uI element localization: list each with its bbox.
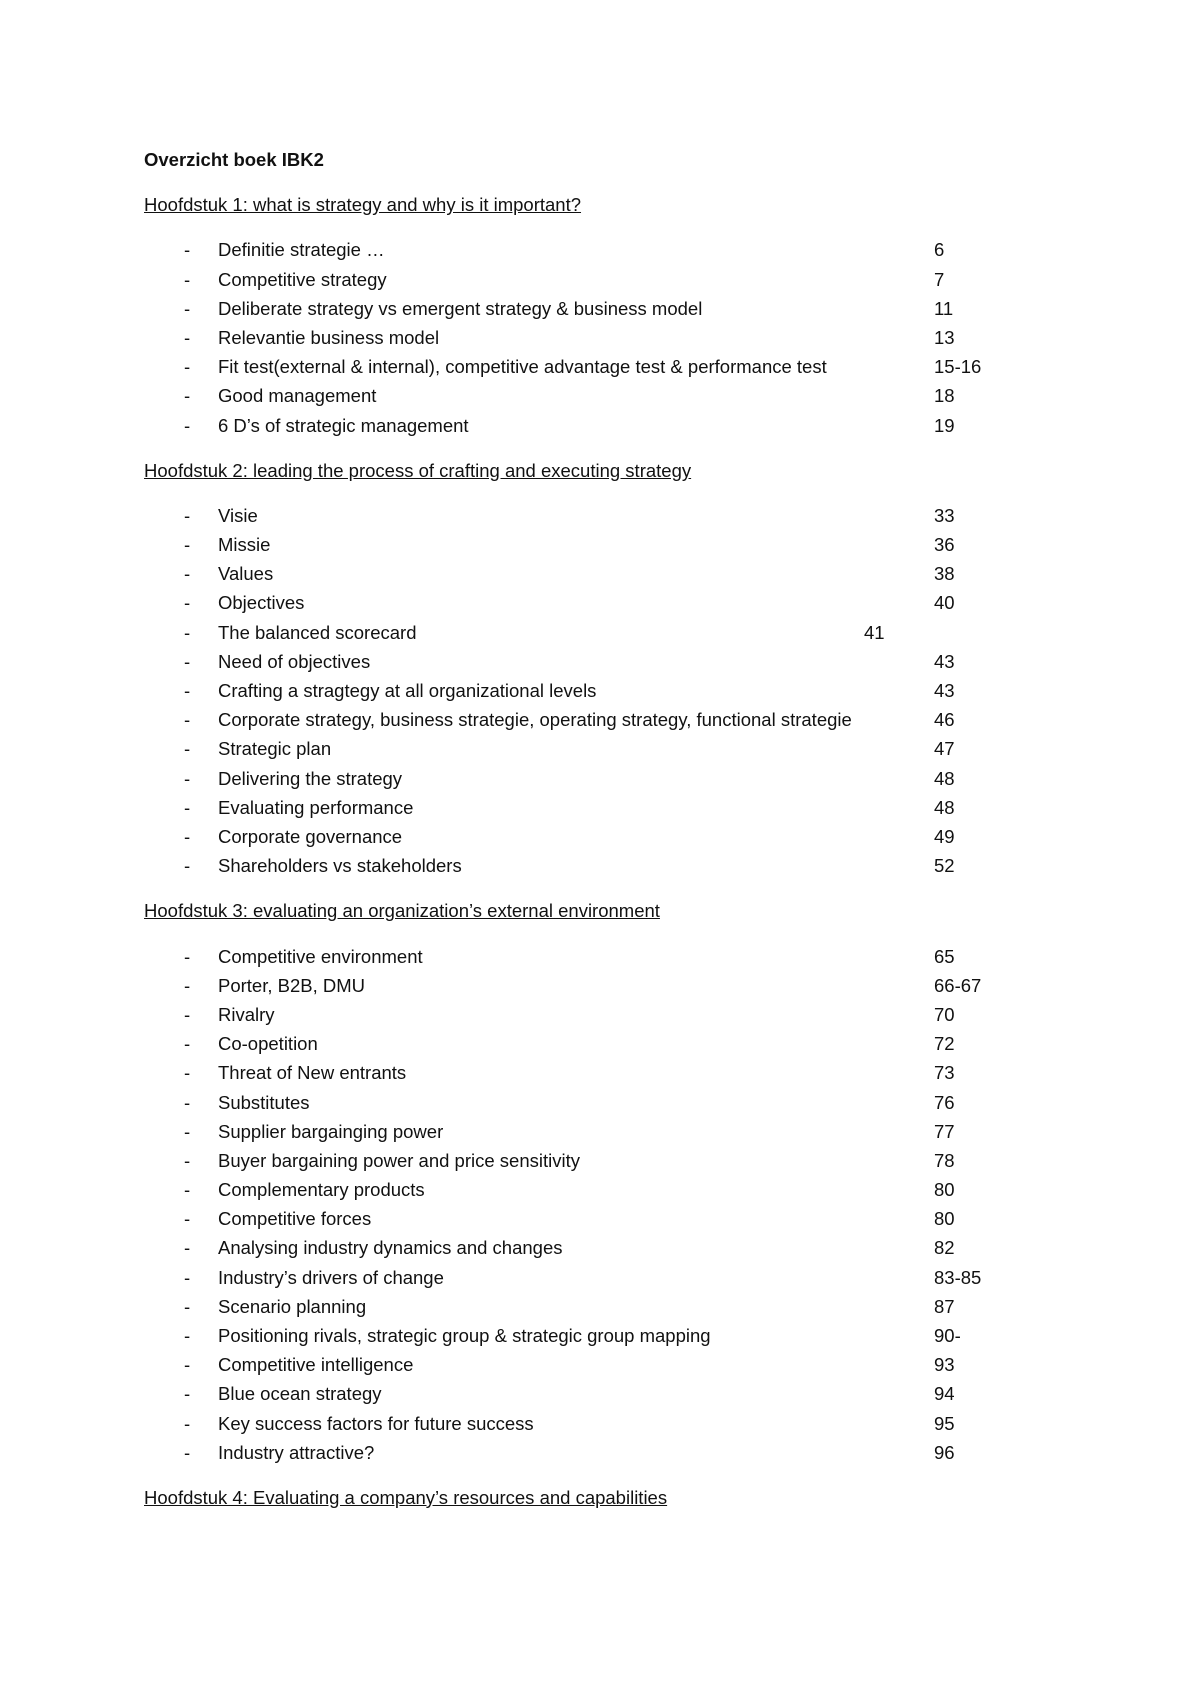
chapter-heading: Hoofdstuk 2: leading the process of crafting and executing strategy [144, 459, 692, 481]
page-number: 70 [934, 1003, 955, 1025]
topic-label: Porter, B2B, DMU [218, 974, 366, 996]
list-dash: - [184, 796, 191, 818]
page-number: 87 [934, 1295, 955, 1317]
topic-item [144, 1409, 1044, 1438]
topic-label: Objectives [218, 592, 305, 614]
topic-item [144, 618, 1044, 647]
topic-label: Co-opetition [218, 1033, 318, 1055]
topic-label: The balanced scorecard [218, 621, 417, 643]
topic-label: Scenario planning [218, 1295, 367, 1317]
page-number: 18 [934, 385, 955, 407]
list-dash: - [184, 650, 191, 672]
page-number: 72 [934, 1033, 955, 1055]
topic-label: Need of objectives [218, 650, 371, 672]
topic-item [144, 1292, 1044, 1321]
list-dash: - [184, 621, 191, 643]
chapter-heading: Hoofdstuk 4: Evaluating a company’s resources and capabilities [144, 1486, 668, 1508]
list-dash: - [184, 1237, 191, 1259]
list-dash: - [184, 297, 191, 319]
page-number: 90- [934, 1325, 961, 1346]
topic-label: Rivalry [218, 1003, 275, 1025]
list-dash: - [184, 680, 191, 702]
topic-label: Evaluating performance [218, 796, 414, 818]
document-body [144, 145, 1044, 1528]
page-number: 15-16 [934, 356, 982, 378]
topic-label: Complementary products [218, 1179, 425, 1201]
page-number: 43 [934, 680, 955, 702]
topic-label: Competitive forces [218, 1208, 372, 1230]
chapter-heading: Hoofdstuk 3: evaluating an organization’s external environment [144, 900, 660, 922]
list-dash: - [184, 825, 191, 847]
chapter-heading: Hoofdstuk 1: what is strategy and why is it important? [144, 194, 582, 216]
page-number: 73 [934, 1062, 955, 1084]
topic-label: Supplier bargainging power [218, 1120, 444, 1142]
page-number: 46 [934, 709, 955, 731]
page-number: 66-67 [934, 974, 982, 996]
topic-item [144, 1058, 1044, 1087]
topic-label: Shareholders vs stakeholders [218, 855, 462, 877]
topic-item [144, 1146, 1044, 1175]
page-number: 41 [864, 621, 885, 643]
topic-item [144, 323, 1044, 352]
list-dash: - [184, 239, 191, 261]
page-number: 65 [934, 945, 955, 967]
topic-item [144, 1204, 1044, 1233]
list-dash: - [184, 1266, 191, 1288]
topic-label: Competitive environment [218, 945, 423, 967]
topic-item [144, 530, 1044, 559]
topic-item [144, 822, 1044, 851]
topic-item [144, 1438, 1044, 1467]
list-dash: - [184, 1412, 191, 1434]
topic-item [144, 1263, 1044, 1292]
page-number: 80 [934, 1208, 955, 1230]
topic-label: Missie [218, 534, 271, 556]
topic-label: Competitive intelligence [218, 1354, 414, 1376]
topic-item [144, 352, 1044, 381]
topic-item [144, 676, 1044, 705]
list-dash: - [184, 414, 191, 436]
list-dash: - [184, 1179, 191, 1201]
list-dash: - [184, 385, 191, 407]
page-number: 6 [934, 239, 945, 261]
page-number: 95 [934, 1412, 955, 1434]
topic-label: Key success factors for future success [218, 1412, 534, 1434]
list-dash: - [184, 945, 191, 967]
page-number: 96 [934, 1441, 955, 1463]
topic-label: Corporate governance [218, 825, 403, 847]
list-dash: - [184, 592, 191, 614]
list-dash: - [184, 1003, 191, 1025]
topic-label: Values [218, 563, 274, 585]
topic-item [144, 1350, 1044, 1379]
list-dash: - [184, 1441, 191, 1463]
list-dash: - [184, 1354, 191, 1376]
list-dash: - [184, 563, 191, 585]
topic-item [144, 265, 1044, 294]
topic-item [144, 501, 1044, 530]
topic-list [144, 235, 1044, 439]
page-number: 76 [934, 1091, 955, 1113]
topic-item [144, 1321, 1044, 1350]
topic-label: Buyer bargaining power and price sensitivity [218, 1149, 580, 1171]
topic-label: Relevantie business model [218, 326, 440, 348]
page-number: 43 [934, 650, 955, 672]
topic-item [144, 1117, 1044, 1146]
topic-item [144, 1000, 1044, 1029]
topic-label: Analysing industry dynamics and changes [218, 1237, 563, 1259]
page-number: 48 [934, 767, 955, 789]
topic-item [144, 764, 1044, 793]
list-dash: - [184, 767, 191, 789]
page-number: 52 [934, 855, 955, 877]
topic-label: Definitie strategie … [218, 239, 385, 261]
topic-label: Corporate strategy, business strategie, operating strategy, functional strategie [218, 709, 852, 731]
page-number: 78 [934, 1149, 955, 1171]
topic-label: Deliberate strategy vs emergent strategy & business model [218, 297, 703, 319]
topic-item [144, 793, 1044, 822]
topic-label: Fit test(external & internal), competitive advantage test & performance test [218, 356, 827, 378]
page-number: 80 [934, 1179, 955, 1201]
page-number: 13 [934, 326, 955, 348]
topic-item [144, 588, 1044, 617]
topic-item [144, 647, 1044, 676]
topic-label: Visie [218, 504, 258, 526]
list-dash: - [184, 1062, 191, 1084]
list-dash: - [184, 534, 191, 556]
topic-item [144, 559, 1044, 588]
list-dash: - [184, 1120, 191, 1142]
topic-label: Industry’s drivers of change [218, 1266, 444, 1288]
topic-item [144, 851, 1044, 880]
list-dash: - [184, 326, 191, 348]
list-dash: - [184, 356, 191, 378]
page-number: 49 [934, 825, 955, 847]
topic-item [144, 942, 1044, 971]
topic-label: Threat of New entrants [218, 1062, 407, 1084]
topic-item [144, 1088, 1044, 1117]
list-dash: - [184, 1325, 191, 1346]
page-number: 11 [934, 297, 954, 319]
list-dash: - [184, 1149, 191, 1171]
list-dash: - [184, 738, 191, 760]
topic-item [144, 971, 1044, 1000]
page-number: 40 [934, 592, 955, 614]
page-number: 47 [934, 738, 955, 760]
topic-list [144, 942, 1044, 1467]
topic-label: Competitive strategy [218, 268, 387, 290]
topic-item [144, 734, 1044, 763]
list-dash: - [184, 504, 191, 526]
list-dash: - [184, 1208, 191, 1230]
topic-item [144, 294, 1044, 323]
topic-item [144, 381, 1044, 410]
document-title: Overzicht boek IBK2 [144, 149, 324, 170]
topic-item [144, 1379, 1044, 1408]
topic-list [144, 501, 1044, 880]
list-dash: - [184, 855, 191, 877]
topic-item [144, 1175, 1044, 1204]
page-number: 94 [934, 1383, 955, 1405]
page-number: 7 [934, 268, 945, 290]
page-number: 93 [934, 1354, 955, 1376]
list-dash: - [184, 1383, 191, 1405]
page-number: 82 [934, 1237, 955, 1259]
topic-label: Blue ocean strategy [218, 1383, 382, 1405]
topic-label: 6 D’s of strategic management [218, 414, 469, 436]
topic-item [144, 1233, 1044, 1262]
topic-label: Strategic plan [218, 738, 332, 760]
topic-label: Substitutes [218, 1091, 310, 1113]
list-dash: - [184, 1295, 191, 1317]
topic-label: Good management [218, 385, 377, 407]
list-dash: - [184, 709, 191, 731]
list-dash: - [184, 1091, 191, 1113]
topic-label: Industry attractive? [218, 1441, 375, 1463]
topic-label: Delivering the strategy [218, 767, 403, 789]
page-number: 36 [934, 534, 955, 556]
page-number: 38 [934, 563, 955, 585]
page-number: 83-85 [934, 1266, 982, 1288]
page-number: 77 [934, 1120, 955, 1142]
topic-label: Positioning rivals, strategic group & strategic group mapping [218, 1325, 711, 1346]
page-number: 48 [934, 796, 955, 818]
topic-item [144, 705, 1044, 734]
page-number: 19 [934, 414, 955, 436]
list-dash: - [184, 974, 191, 996]
topic-label: Crafting a stragtegy at all organizational levels [218, 680, 597, 702]
topic-item [144, 235, 1044, 264]
topic-item [144, 1029, 1044, 1058]
page-number: 33 [934, 504, 955, 526]
topic-item [144, 411, 1044, 440]
list-dash: - [184, 1033, 191, 1055]
list-dash: - [184, 268, 191, 290]
